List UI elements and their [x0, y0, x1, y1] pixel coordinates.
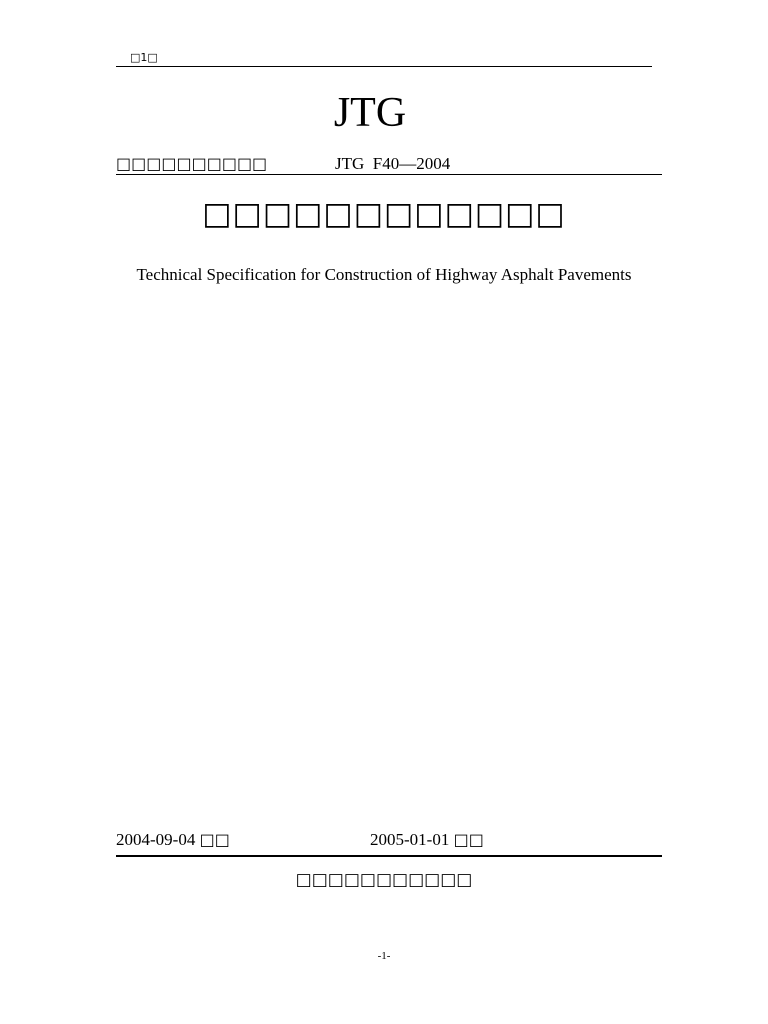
implement-date: 2005-01-01	[370, 830, 454, 849]
jtg-logo: JTG	[333, 90, 407, 136]
standard-code: JTG F40—2004	[335, 154, 451, 173]
header-rule	[116, 66, 652, 67]
publisher: □□□□□□□□□□□	[295, 870, 473, 890]
issue-date-suffix: □□	[199, 830, 230, 849]
implement-date-line	[370, 829, 484, 851]
page-number: -1-	[377, 950, 391, 962]
document-title-cn: □□□□□□□□□□□□	[202, 196, 566, 232]
implement-date-suffix: □□	[453, 830, 484, 849]
issue-date-line	[116, 829, 230, 851]
standard-category: □□□□□□□□□□	[116, 154, 268, 173]
top-divider	[116, 174, 662, 175]
document-title-en: Technical Specification for Construction of Highway Asphalt Pavements	[136, 265, 632, 284]
header-page-label: □1□	[130, 51, 158, 64]
bottom-divider	[116, 855, 662, 857]
issue-date: 2004-09-04	[116, 830, 200, 849]
